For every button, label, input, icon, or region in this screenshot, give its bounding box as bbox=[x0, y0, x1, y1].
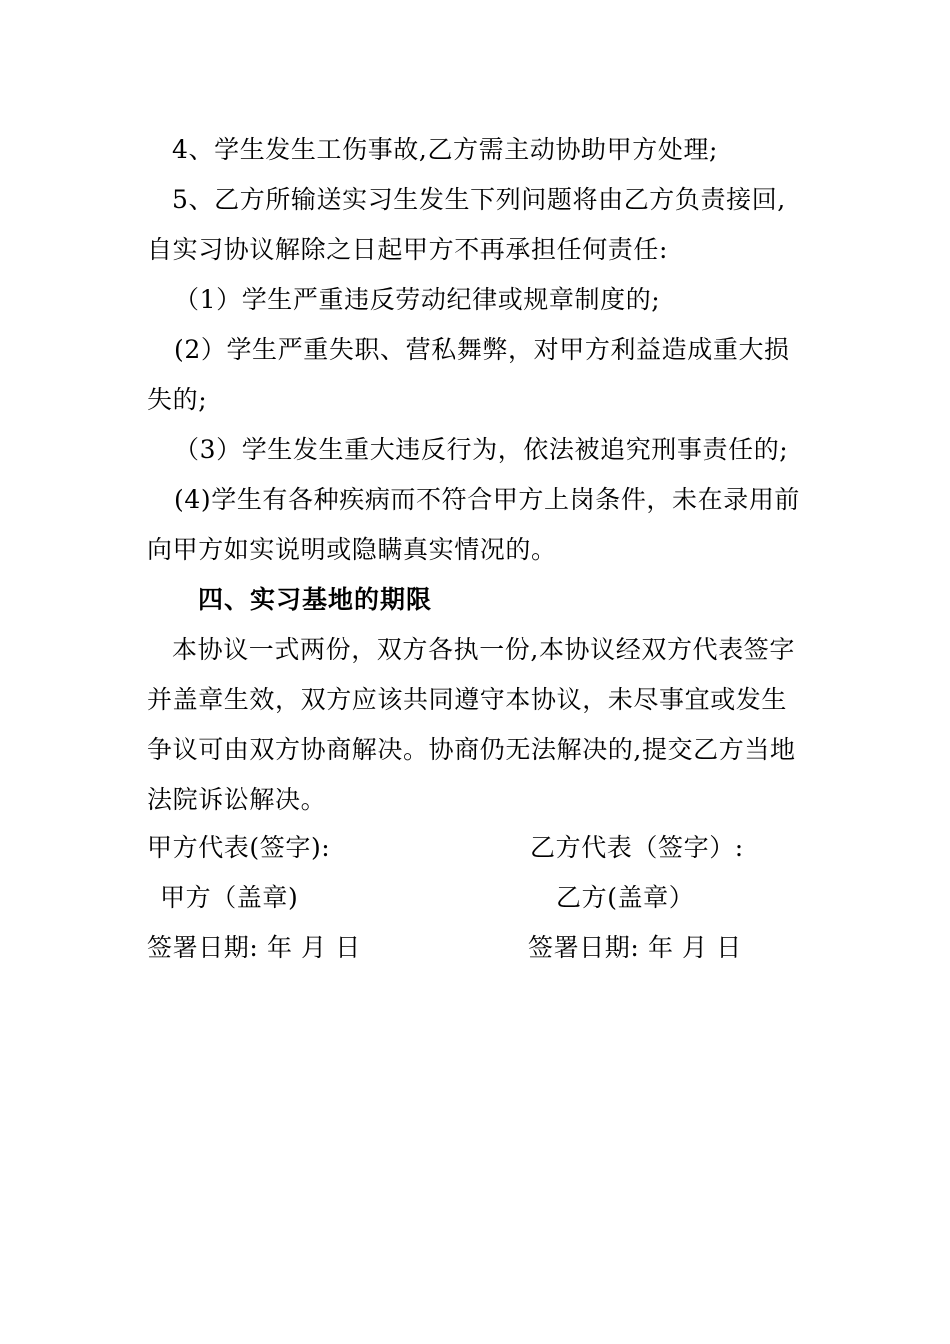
item-2-line-1: (2）学生严重失职、营私舞弊，对甲方利益造成重大损 bbox=[174, 335, 790, 364]
paragraph-line-1: 本协议一式两份，双方各执一份,本协议经双方代表签字 bbox=[172, 635, 795, 664]
clause-4: 4、学生发生工伤事故,乙方需主动协助甲方处理; bbox=[172, 135, 719, 164]
party-a-seal: 甲方（盖章) bbox=[160, 883, 299, 912]
item-4-line-1: (4)学生有各种疾病而不符合甲方上岗条件，未在录用前 bbox=[174, 485, 801, 514]
paragraph-line-2: 并盖章生效，双方应该共同遵守本协议，未尽事宜或发生 bbox=[147, 685, 788, 714]
item-2-line-2: 失的; bbox=[147, 385, 208, 414]
clause-5-line-1: 5、乙方所输送实习生发生下列问题将由乙方负责接回, bbox=[172, 185, 786, 214]
clause-5-line-2: 自实习协议解除之日起甲方不再承担任何责任: bbox=[147, 235, 669, 264]
section-heading: 四、实习基地的期限 bbox=[198, 585, 433, 614]
item-4-line-2: 向甲方如实说明或隐瞒真实情况的。 bbox=[147, 535, 557, 564]
paragraph-line-4: 法院诉讼解决。 bbox=[147, 785, 327, 814]
paragraph-line-3: 争议可由双方协商解决。协商仍无法解决的,提交乙方当地 bbox=[147, 735, 796, 764]
item-1: （1）学生严重违反劳动纪律或规章制度的; bbox=[174, 285, 661, 314]
item-3: （3）学生发生重大违反行为，依法被追究刑事责任的; bbox=[174, 435, 789, 464]
party-b-sign-date: 签署日期: 年 月 日 bbox=[528, 933, 742, 962]
party-a-representative-signature: 甲方代表(签字): bbox=[147, 833, 331, 862]
party-b-representative-signature: 乙方代表（签字）: bbox=[530, 833, 744, 862]
party-b-seal: 乙方(盖章） bbox=[556, 883, 695, 912]
party-a-sign-date: 签署日期: 年 月 日 bbox=[147, 933, 361, 962]
